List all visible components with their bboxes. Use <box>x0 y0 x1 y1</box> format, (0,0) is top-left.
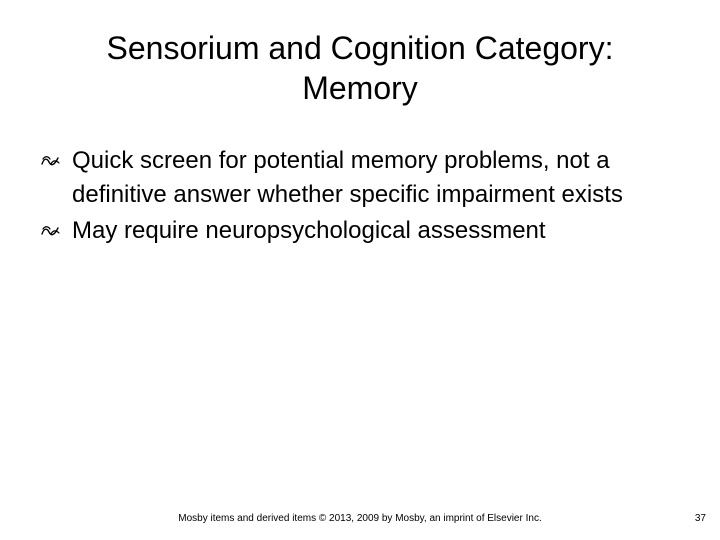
ornament-bullet-icon <box>39 154 61 168</box>
bullet-item <box>36 144 696 212</box>
slide-title <box>36 28 684 108</box>
bullet-item <box>36 214 696 248</box>
ornament-bullet-icon <box>39 224 61 238</box>
bullet-text: Quick screen for potential memory problems, not a definitive answer whether specific impairment exists <box>72 147 623 208</box>
slide-title-line-2: Memory <box>302 70 418 106</box>
slide-footer: Mosby items and derived items © 2013, 2009 by Mosby, an imprint of Elsevier Inc. <box>178 513 542 524</box>
bullet-list <box>36 144 696 250</box>
bullet-text: May require neuropsychological assessment <box>72 217 546 244</box>
page-number: 37 <box>694 513 706 524</box>
slide-title-line-1: Sensorium and Cognition Category: <box>106 30 614 66</box>
